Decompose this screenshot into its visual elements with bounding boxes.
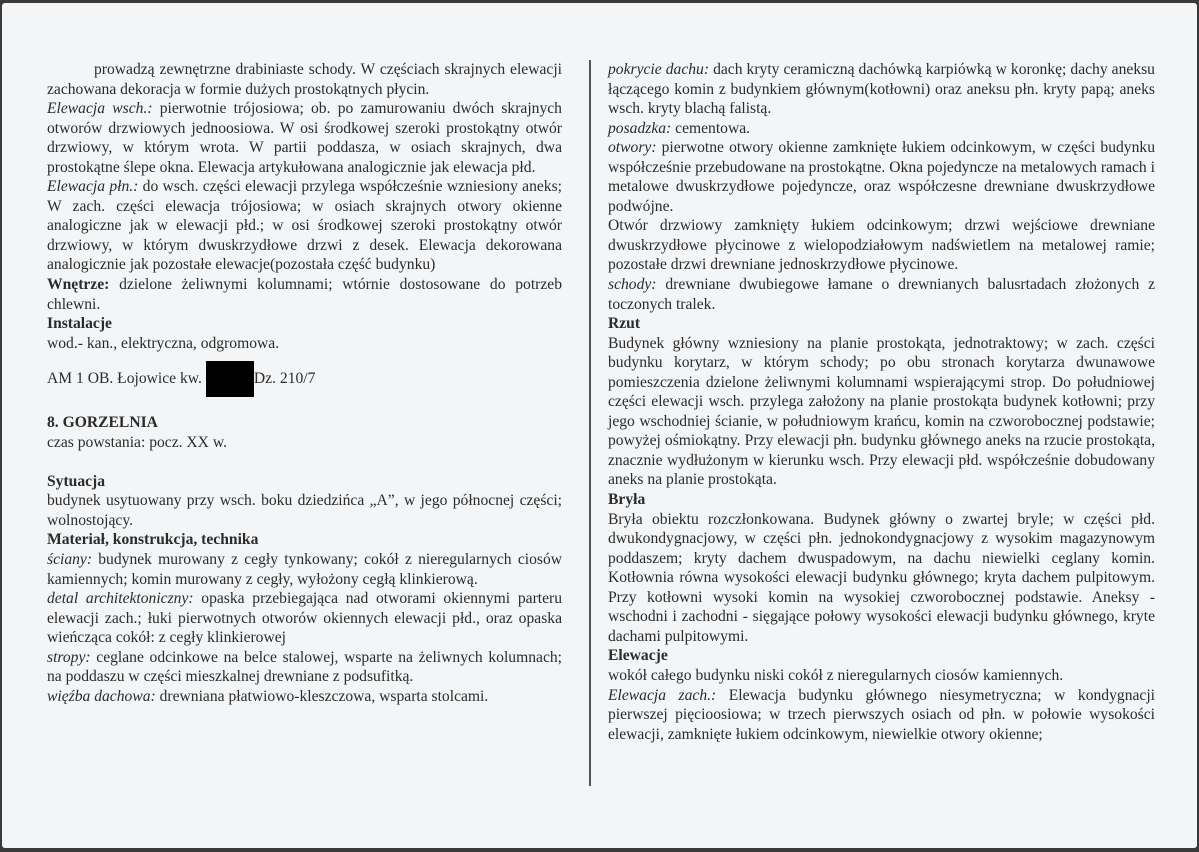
column-divider <box>589 60 591 786</box>
label-schody: schody: <box>608 276 657 294</box>
label-detal: detal architektoniczny: <box>47 590 194 608</box>
paragraph-elewacja-pln: Elewacja płn.: do wsch. części elewacji przylega współcześnie wzniesiony aneks; W zach. części elewacja trójosiowa; w osiach skrajnych otwory okienne analogiczne jak w elewacji płd.; w osi środkowej szeroki prostokątny otwór drzwiowy, w którym dwuskrzydłowe drzwi z desek. Elewacja dekorowana analogicznie jak pozostałe elewacje(pozostała część budynku) <box>47 178 563 274</box>
label-wiezba: więźba dachowa: <box>47 687 156 705</box>
heading-instalacje: Instalacje <box>47 315 112 333</box>
heading-elewacje: Elewacje <box>608 647 668 665</box>
paragraph-sciany: ściany: budynek murowany z cegły tynkowany; cokół z nieregularnych ciosów kamiennych; komin murowany z cegły, wyłożony cegłą klinkierową. <box>47 550 562 588</box>
paragraph-posadzka: posadzka: cementowa. <box>608 119 751 137</box>
paragraph-schody-continuation: prowadzą zewnętrzne drabiniaste schody. W częściach skrajnych elewacji zachowana dekoracja w formie dużych prostokątnych płycin. <box>47 61 562 98</box>
paragraph-otwory: otwory: pierwotne otwory okienne zamknięte łukiem odcinkowym, w części budynku współcześnie przebudowane na prostokątne. Okna pojedyncze na metalowych ramach i metalowe dwuskrzydłowe pojedyncze, oraz współczesne drewniane dwuskrzydłowe podwójne. <box>608 139 1155 215</box>
heading-sytuacja: Sytuacja <box>47 472 106 490</box>
label-wnetrze: Wnętrze: <box>47 276 110 294</box>
paragraph-elewacja-wsch: Elewacja wsch.: pierwotnie trójosiowa; ob. po zamurowaniu dwóch skrajnych otworów drzwiowych jednoosiowa. W osi środkowej szeroki prostokątny otwór drzwiowy, w którym wrota. W partii poddasza, w osiach skrajnych, dwa prostokątne ślepe okna. Elewacja artykułowana analogicznie jak elewacja płd. <box>47 100 562 176</box>
heading-material: Materiał, konstrukcja, technika <box>47 531 259 549</box>
paragraph-detal: detal architektoniczny: opaska przebiegająca nad otworami okiennymi parteru elewacji zach.; łuki pierwotnych otworów okiennych elewacji płd., oraz opaska wieńcząca cokół: z cegły klinkierowej <box>47 590 563 647</box>
spacer <box>47 452 562 472</box>
parcel-reference: AM 1 OB. Łojowice kw. Dz. 210/7 <box>47 361 562 397</box>
paragraph-otwor-drzwiowy: Otwór drzwiowy zamknięty łukiem odcinkowym; drzwi wejściowe drewniane dwuskrzydłowe płycinowe z wielopodziałowym nadświetlem na metalowej ramie; pozostałe drzwi drewniane jednoskrzydłowe płycinowe. <box>608 217 1155 274</box>
label-posadzka: posadzka: <box>608 119 672 137</box>
paragraph-schody: schody: drewniane dwubiegowe łamane o drewnianych balusrtadach złożonych z toczonych tralek. <box>608 276 1155 313</box>
paragraph-pokrycie: pokrycie dachu: dach kryty ceramiczną dachówką karpiówką w koronkę; dachy aneksu łączącego komin z budynkiem głównym(kotłowni) oraz aneksu płn. kryty papą; aneks wsch. kryty blachą falistą. <box>608 61 1155 118</box>
label-otwory: otwory: <box>608 139 657 157</box>
heading-bryla: Bryła <box>608 491 646 509</box>
paragraph-elewacje: wokół całego budynku niski cokół z nieregularnych ciosów kamiennych. <box>608 666 1064 684</box>
right-column <box>608 60 1155 744</box>
label-pokrycie: pokrycie dachu: <box>608 61 710 78</box>
redaction-box <box>206 361 254 397</box>
label-elewacja-wsch: Elewacja wsch.: <box>47 100 153 118</box>
heading-rzut: Rzut <box>608 315 641 333</box>
paragraph-elewacja-zach: Elewacja zach.: Elewacja budynku głównego niesymetryczna; w kondygnacji pierwszej pięcioosiowa; w trzech pierwszych osiach od płn. w połowie wysokości elewacji, zamknięte łukiem odcinkowym, niewielkie otwory okienne; <box>608 686 1155 743</box>
paragraph-wnetrze: Wnętrze: dzielone żeliwnymi kolumnami; wtórnie dostosowane do potrzeb chlewni. <box>47 276 562 313</box>
label-elewacja-zach: Elewacja zach.: <box>608 686 717 704</box>
paragraph-stropy: stropy: ceglane odcinkowe na belce stalowej, wsparte na żeliwnych kolumnach; na poddaszu w części mieszkalnej drewniane z podsufitką. <box>47 648 562 686</box>
paragraph-wiezba: więźba dachowa: drewniana płatwiowo-kleszczowa, wsparta stolcami. <box>47 687 489 705</box>
paragraph-instalacje: wod.- kan., elektryczna, odgromowa. <box>47 334 280 352</box>
construction-date: czas powstania: pocz. XX w. <box>47 433 227 451</box>
paragraph-sytuacja: budynek usytuowany przy wsch. boku dziedzińca „A”, w jego północnej części; wolnostojący. <box>47 492 562 529</box>
label-elewacja-pln: Elewacja płn.: <box>47 178 139 196</box>
paragraph-bryla: Bryła obiektu rozczłonkowana. Budynek główny o zwartej bryle; w części płd. dwukondygnacjowy, w części płn. jednokondygnacjowy z wysokim magazynowym poddaszem; kryty dachem dwuspadowym, na dachu niewielki ceglany komin. Kotłownia równa wysokości elewacji budynku głównego; kryta dachem pulpitowym. Przy kotłowni wysoki komin na wysokiej czworobocznej podstawie. Aneksy - wschodni i zachodni - sięgające połowy wysokości elewacji budynku głównego, kryte dachami pulpitowymi. <box>608 510 1155 645</box>
scanned-page <box>2 3 1197 848</box>
section-title: 8. GORZELNIA <box>47 414 158 432</box>
label-stropy: stropy: <box>47 648 91 666</box>
label-sciany: ściany: <box>47 550 93 568</box>
left-column <box>47 60 562 706</box>
paragraph-rzut: Budynek główny wzniesiony na planie prostokąta, jednotraktowy; w zach. części budynku korytarz, w którym schody; po obu stronach korytarza dwunawowe pomieszczenia dzielone żeliwnymi kolumnami wspierającymi strop. Do południowej części elewacji wsch. przylega założony na planie prostokąta budynek kotłowni; przy jego wschodniej ścianie, w południowym krańcu, komin na czworobocznej podstawie; powyżej ośmiokątny. Przy elewacji płn. budynku głównego aneks na rzucie prostokąta, znacznie wydłużonym w kierunku wsch. Przy elewacji płd. współcześnie dobudowany aneks na planie prostokąta. <box>608 334 1155 489</box>
